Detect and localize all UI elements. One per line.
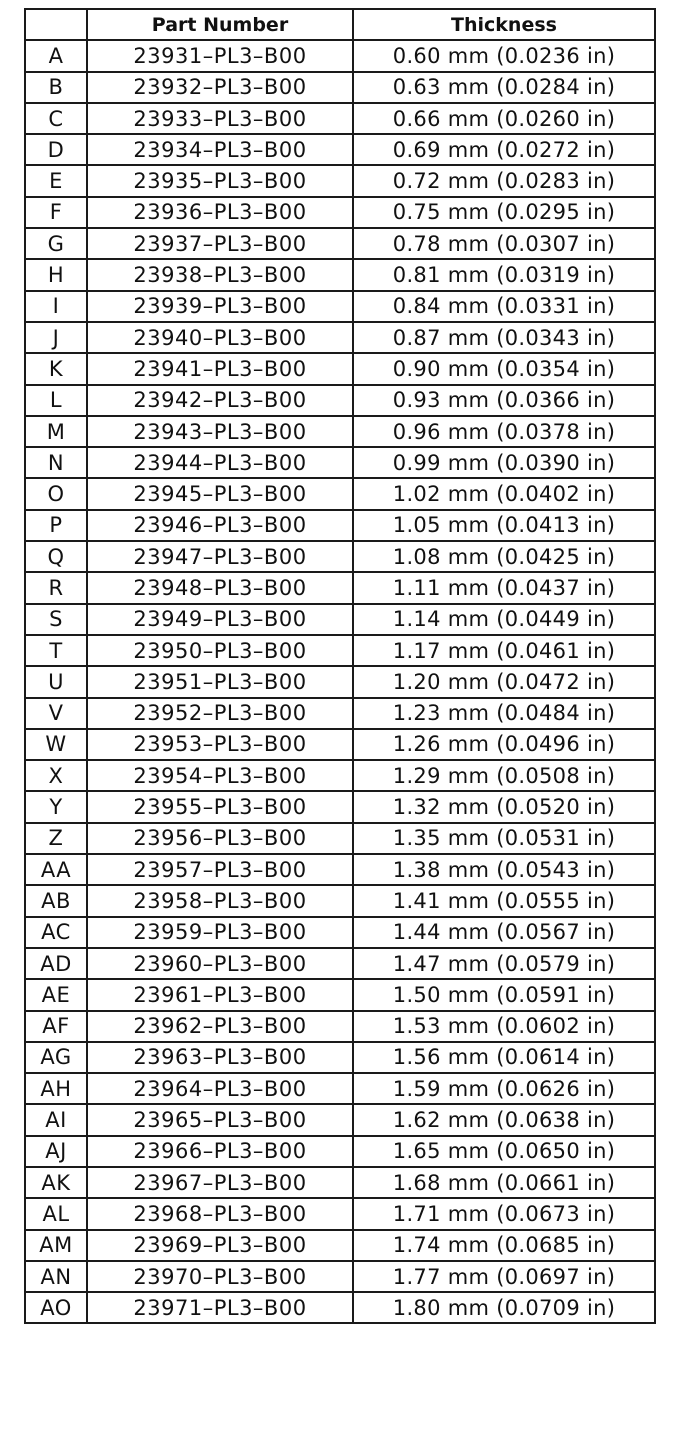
- table-row: [25, 416, 655, 447]
- table-row: [25, 698, 655, 729]
- thickness-cell: 1.17 mm (0.0461 in): [353, 635, 655, 666]
- thickness-cell: 1.20 mm (0.0472 in): [353, 666, 655, 697]
- part-number-cell: 23940–PL3–B00: [87, 322, 353, 353]
- letter-cell: B: [25, 72, 87, 103]
- thickness-cell: 1.68 mm (0.0661 in): [353, 1167, 655, 1198]
- part-number-cell: 23949–PL3–B00: [87, 604, 353, 635]
- letter-cell: N: [25, 447, 87, 478]
- table-row: [25, 353, 655, 384]
- part-number-cell: 23946–PL3–B00: [87, 510, 353, 541]
- table-row: [25, 197, 655, 228]
- thickness-cell: 1.02 mm (0.0402 in): [353, 478, 655, 509]
- table-row: [25, 1136, 655, 1167]
- letter-cell: F: [25, 197, 87, 228]
- table-row: [25, 854, 655, 885]
- part-number-cell: 23967–PL3–B00: [87, 1167, 353, 1198]
- table-row: [25, 1230, 655, 1261]
- letter-cell: AF: [25, 1011, 87, 1042]
- part-number-cell: 23934–PL3–B00: [87, 134, 353, 165]
- part-number-cell: 23963–PL3–B00: [87, 1042, 353, 1073]
- part-number-cell: 23962–PL3–B00: [87, 1011, 353, 1042]
- thickness-cell: 0.84 mm (0.0331 in): [353, 291, 655, 322]
- table-row: [25, 72, 655, 103]
- letter-cell: AH: [25, 1073, 87, 1104]
- thickness-cell: 1.41 mm (0.0555 in): [353, 885, 655, 916]
- table-row: [25, 259, 655, 290]
- thickness-cell: 1.08 mm (0.0425 in): [353, 541, 655, 572]
- thickness-cell: 1.59 mm (0.0626 in): [353, 1073, 655, 1104]
- thickness-cell: 0.87 mm (0.0343 in): [353, 322, 655, 353]
- part-number-cell: 23943–PL3–B00: [87, 416, 353, 447]
- table-row: [25, 885, 655, 916]
- part-number-cell: 23970–PL3–B00: [87, 1261, 353, 1292]
- table-row: [25, 1198, 655, 1229]
- letter-cell: AO: [25, 1292, 87, 1323]
- thickness-cell: 1.35 mm (0.0531 in): [353, 823, 655, 854]
- letter-cell: AE: [25, 979, 87, 1010]
- letter-cell: AL: [25, 1198, 87, 1229]
- thickness-column-header: Thickness: [353, 9, 655, 40]
- letter-cell: M: [25, 416, 87, 447]
- thickness-cell: 0.99 mm (0.0390 in): [353, 447, 655, 478]
- letter-cell: O: [25, 478, 87, 509]
- part-number-cell: 23942–PL3–B00: [87, 385, 353, 416]
- part-number-cell: 23966–PL3–B00: [87, 1136, 353, 1167]
- table-row: [25, 1261, 655, 1292]
- thickness-cell: 1.29 mm (0.0508 in): [353, 760, 655, 791]
- part-number-cell: 23952–PL3–B00: [87, 698, 353, 729]
- thickness-cell: 1.53 mm (0.0602 in): [353, 1011, 655, 1042]
- table-row: [25, 666, 655, 697]
- letter-cell: AI: [25, 1104, 87, 1135]
- letter-cell: U: [25, 666, 87, 697]
- table-row: [25, 447, 655, 478]
- letter-cell: S: [25, 604, 87, 635]
- thickness-cell: 1.38 mm (0.0543 in): [353, 854, 655, 885]
- thickness-cell: 1.80 mm (0.0709 in): [353, 1292, 655, 1323]
- part-number-cell: 23954–PL3–B00: [87, 760, 353, 791]
- letter-cell: C: [25, 103, 87, 134]
- part-number-cell: 23941–PL3–B00: [87, 353, 353, 384]
- letter-cell: V: [25, 698, 87, 729]
- table-row: [25, 791, 655, 822]
- thickness-cell: 1.11 mm (0.0437 in): [353, 572, 655, 603]
- table-row: [25, 510, 655, 541]
- part-number-cell: 23945–PL3–B00: [87, 478, 353, 509]
- part-number-cell: 23931–PL3–B00: [87, 40, 353, 71]
- table-row: [25, 134, 655, 165]
- letter-cell: L: [25, 385, 87, 416]
- table-row: [25, 103, 655, 134]
- thickness-cell: 0.75 mm (0.0295 in): [353, 197, 655, 228]
- thickness-cell: 1.74 mm (0.0685 in): [353, 1230, 655, 1261]
- thickness-cell: 1.23 mm (0.0484 in): [353, 698, 655, 729]
- thickness-cell: 0.72 mm (0.0283 in): [353, 165, 655, 196]
- table-row: [25, 948, 655, 979]
- letter-column-header: [25, 9, 87, 40]
- part-number-cell: 23956–PL3–B00: [87, 823, 353, 854]
- letter-cell: Z: [25, 823, 87, 854]
- thickness-cell: 1.65 mm (0.0650 in): [353, 1136, 655, 1167]
- table-row: [25, 1073, 655, 1104]
- part-number-cell: 23959–PL3–B00: [87, 917, 353, 948]
- thickness-cell: 1.56 mm (0.0614 in): [353, 1042, 655, 1073]
- part-number-cell: 23960–PL3–B00: [87, 948, 353, 979]
- letter-cell: P: [25, 510, 87, 541]
- letter-cell: AD: [25, 948, 87, 979]
- thickness-cell: 0.90 mm (0.0354 in): [353, 353, 655, 384]
- letter-cell: AB: [25, 885, 87, 916]
- part-number-cell: 23958–PL3–B00: [87, 885, 353, 916]
- thickness-cell: 1.71 mm (0.0673 in): [353, 1198, 655, 1229]
- part-number-cell: 23938–PL3–B00: [87, 259, 353, 290]
- thickness-cell: 0.66 mm (0.0260 in): [353, 103, 655, 134]
- part-number-cell: 23955–PL3–B00: [87, 791, 353, 822]
- letter-cell: D: [25, 134, 87, 165]
- parts-sheet: [24, 8, 654, 1324]
- table-row: [25, 322, 655, 353]
- letter-cell: AK: [25, 1167, 87, 1198]
- thickness-cell: 1.47 mm (0.0579 in): [353, 948, 655, 979]
- part-number-cell: 23948–PL3–B00: [87, 572, 353, 603]
- table-body: [25, 40, 655, 1323]
- thickness-cell: 1.32 mm (0.0520 in): [353, 791, 655, 822]
- part-number-cell: 23950–PL3–B00: [87, 635, 353, 666]
- table-row: [25, 1011, 655, 1042]
- part-number-cell: 23969–PL3–B00: [87, 1230, 353, 1261]
- shim-parts-table: [24, 8, 656, 1324]
- thickness-cell: 0.93 mm (0.0366 in): [353, 385, 655, 416]
- table-row: [25, 572, 655, 603]
- header-row: [25, 9, 655, 40]
- part-number-cell: 23953–PL3–B00: [87, 729, 353, 760]
- part-number-cell: 23937–PL3–B00: [87, 228, 353, 259]
- table-row: [25, 228, 655, 259]
- thickness-cell: 0.69 mm (0.0272 in): [353, 134, 655, 165]
- thickness-cell: 0.63 mm (0.0284 in): [353, 72, 655, 103]
- part-number-cell: 23965–PL3–B00: [87, 1104, 353, 1135]
- letter-cell: Q: [25, 541, 87, 572]
- letter-cell: E: [25, 165, 87, 196]
- part-number-cell: 23964–PL3–B00: [87, 1073, 353, 1104]
- table-row: [25, 1104, 655, 1135]
- letter-cell: AM: [25, 1230, 87, 1261]
- part-number-cell: 23961–PL3–B00: [87, 979, 353, 1010]
- table-row: [25, 541, 655, 572]
- part-number-cell: 23933–PL3–B00: [87, 103, 353, 134]
- letter-cell: AC: [25, 917, 87, 948]
- letter-cell: Y: [25, 791, 87, 822]
- part-number-cell: 23939–PL3–B00: [87, 291, 353, 322]
- thickness-cell: 1.05 mm (0.0413 in): [353, 510, 655, 541]
- letter-cell: AA: [25, 854, 87, 885]
- table-row: [25, 385, 655, 416]
- letter-cell: AN: [25, 1261, 87, 1292]
- letter-cell: G: [25, 228, 87, 259]
- table-row: [25, 604, 655, 635]
- part-number-cell: 23936–PL3–B00: [87, 197, 353, 228]
- part-number-cell: 23935–PL3–B00: [87, 165, 353, 196]
- letter-cell: AJ: [25, 1136, 87, 1167]
- thickness-cell: 1.50 mm (0.0591 in): [353, 979, 655, 1010]
- letter-cell: X: [25, 760, 87, 791]
- table-row: [25, 40, 655, 71]
- table-row: [25, 760, 655, 791]
- table-row: [25, 729, 655, 760]
- table-row: [25, 635, 655, 666]
- part-number-cell: 23968–PL3–B00: [87, 1198, 353, 1229]
- letter-cell: T: [25, 635, 87, 666]
- letter-cell: W: [25, 729, 87, 760]
- table-row: [25, 979, 655, 1010]
- thickness-cell: 1.26 mm (0.0496 in): [353, 729, 655, 760]
- thickness-cell: 1.77 mm (0.0697 in): [353, 1261, 655, 1292]
- table-row: [25, 291, 655, 322]
- letter-cell: H: [25, 259, 87, 290]
- thickness-cell: 1.44 mm (0.0567 in): [353, 917, 655, 948]
- letter-cell: J: [25, 322, 87, 353]
- part-number-cell: 23951–PL3–B00: [87, 666, 353, 697]
- table-row: [25, 1167, 655, 1198]
- table-row: [25, 165, 655, 196]
- part-number-cell: 23947–PL3–B00: [87, 541, 353, 572]
- thickness-cell: 0.81 mm (0.0319 in): [353, 259, 655, 290]
- table-row: [25, 478, 655, 509]
- letter-cell: A: [25, 40, 87, 71]
- part-number-cell: 23932–PL3–B00: [87, 72, 353, 103]
- part-number-cell: 23957–PL3–B00: [87, 854, 353, 885]
- letter-cell: I: [25, 291, 87, 322]
- thickness-cell: 1.14 mm (0.0449 in): [353, 604, 655, 635]
- thickness-cell: 0.60 mm (0.0236 in): [353, 40, 655, 71]
- letter-cell: AG: [25, 1042, 87, 1073]
- table-row: [25, 1292, 655, 1323]
- table-row: [25, 823, 655, 854]
- part-number-cell: 23971–PL3–B00: [87, 1292, 353, 1323]
- thickness-cell: 0.96 mm (0.0378 in): [353, 416, 655, 447]
- table-row: [25, 1042, 655, 1073]
- letter-cell: R: [25, 572, 87, 603]
- thickness-cell: 1.62 mm (0.0638 in): [353, 1104, 655, 1135]
- part-number-column-header: Part Number: [87, 9, 353, 40]
- thickness-cell: 0.78 mm (0.0307 in): [353, 228, 655, 259]
- part-number-cell: 23944–PL3–B00: [87, 447, 353, 478]
- table-row: [25, 917, 655, 948]
- letter-cell: K: [25, 353, 87, 384]
